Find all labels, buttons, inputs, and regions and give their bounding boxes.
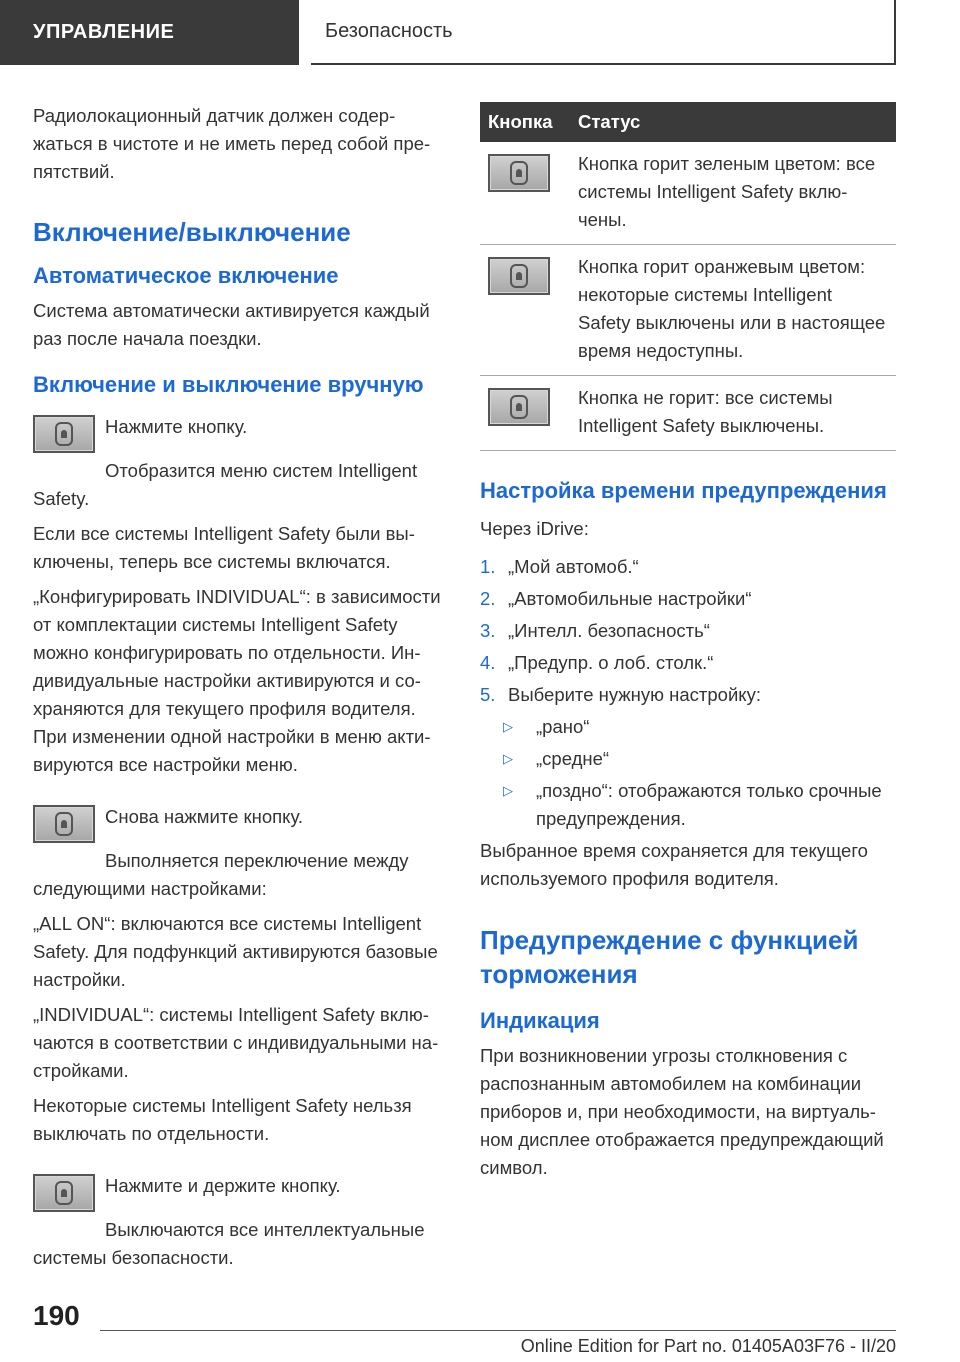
chapter-header [311, 0, 896, 65]
all-on-paragraph: „ALL ON“: включаются все системы Intelligent Safety. Для подфункций активируются базовые настройки. [33, 913, 438, 990]
left-column [33, 102, 447, 1272]
step2-result: Выполняется переключение между следующими настройками: [33, 850, 409, 899]
step3-result: Выключаются все интеллектуальные системы безопасности. [33, 1219, 425, 1268]
triangle-bullet-icon: ▷ [503, 719, 513, 734]
saved-paragraph: Выбранное время сохраняется для текущего используемого профиля водителя. [480, 840, 868, 889]
heading-warning-time: Настройка времени предупреждения [480, 478, 887, 503]
individual-paragraph: „INDIVIDUAL“: системы Intelligent Safety включаются в соответствии с индивидуальными настройками. [33, 1004, 439, 1081]
section-title: УПРАВЛЕНИЕ [33, 21, 175, 43]
safety-button-icon [33, 805, 95, 843]
step1-text: Нажмите кнопку. [105, 416, 248, 437]
list-item: 5. Выберите нужную настройку: [480, 684, 761, 705]
triangle-bullet-icon: ▷ [503, 783, 513, 798]
table-row [480, 142, 896, 245]
status-text: Кнопка горит оранжевым цветом: некоторые системы Intelligent Safety выключены или в настоящее время недоступны. [570, 245, 896, 376]
footer-divider [100, 1330, 896, 1331]
col-button-header: Кнопка [480, 102, 570, 142]
manual-step-3 [33, 1172, 447, 1212]
step2-text: Снова нажмите кнопку. [105, 806, 303, 827]
some-systems-paragraph: Некоторые системы Intelligent Safety нельзя выключать по отдельности. [33, 1095, 412, 1144]
idrive-steps [480, 553, 896, 709]
list-item: 1. „Мой автомоб.“ [480, 556, 639, 577]
heading-brake-warning: Предупреждение с функцией торможения [480, 925, 859, 989]
list-item: ▷ „поздно“: отображаются только срочные предупреждения. [480, 777, 896, 833]
via-idrive: Через iDrive: [480, 518, 589, 539]
table-row [480, 245, 896, 376]
status-table [480, 102, 896, 451]
all-off-paragraph: Если все системы Intelligent Safety были выключены, теперь все системы включатся. [33, 523, 415, 572]
heading-manual: Включение и выключение вручную [33, 372, 424, 397]
edition-text: Online Edition for Part no. 01405A03F76 - II/20 [520, 1336, 896, 1356]
safety-button-off-icon [488, 388, 550, 426]
chapter-title: Безопасность [325, 20, 453, 42]
page-number: 190 [33, 1300, 80, 1331]
status-text: Кнопка не горит: все системы Intelligent Safety выключены. [570, 376, 896, 451]
status-table-header [480, 102, 896, 142]
step3-text: Нажмите и держите кнопку. [105, 1175, 341, 1196]
table-row [480, 376, 896, 451]
list-item: ▷ „рано“ [480, 713, 896, 741]
heading-indication: Индикация [480, 1008, 600, 1033]
step1-result: Отобразится меню систем Intelligent Safety. [33, 460, 418, 509]
config-paragraph: „Конфигурировать INDIVIDUAL“: в зависимости от комплектации системы Intelligent Safety можно конфигурировать по отдельности. Индивидуальные настройки активируются и сохраняются для текущего профиля водителя. При изменении одной настройки в меню активируются все настройки меню. [33, 586, 441, 775]
section-tab [0, 0, 299, 65]
heading-on-off: Включение/выключение [33, 217, 351, 247]
safety-button-orange-icon [488, 257, 550, 295]
indication-paragraph: При возникновении угрозы столкновения с распознанным автомобилем на комбинации приборов и, при необходимости, на виртуальном дисплее отображается предупреждающий символ. [480, 1045, 884, 1178]
auto-text: Система автоматически активируется каждый раз после начала поездки. [33, 300, 430, 349]
list-item: 4. „Предупр. о лоб. столк.“ [480, 652, 714, 673]
intro-paragraph: Радиолокационный датчик должен содержаться в чистоте и не иметь перед собой препятствий. [33, 105, 431, 182]
manual-step-2 [33, 803, 447, 843]
safety-button-green-icon [488, 154, 550, 192]
triangle-bullet-icon: ▷ [503, 751, 513, 766]
status-text: Кнопка горит зеленым цветом: все системы Intelligent Safety включены. [570, 142, 896, 245]
safety-button-icon [33, 1174, 95, 1212]
heading-auto-on: Автоматическое включение [33, 263, 339, 288]
right-column [480, 102, 896, 1182]
safety-button-icon [33, 415, 95, 453]
list-item: 2. „Автомобильные настройки“ [480, 588, 752, 609]
manual-step-1 [33, 413, 447, 453]
warning-options [480, 713, 896, 833]
list-item: 3. „Интелл. безопасность“ [480, 620, 710, 641]
list-item: ▷ „средне“ [480, 745, 896, 773]
col-status-header: Статус [570, 102, 896, 142]
